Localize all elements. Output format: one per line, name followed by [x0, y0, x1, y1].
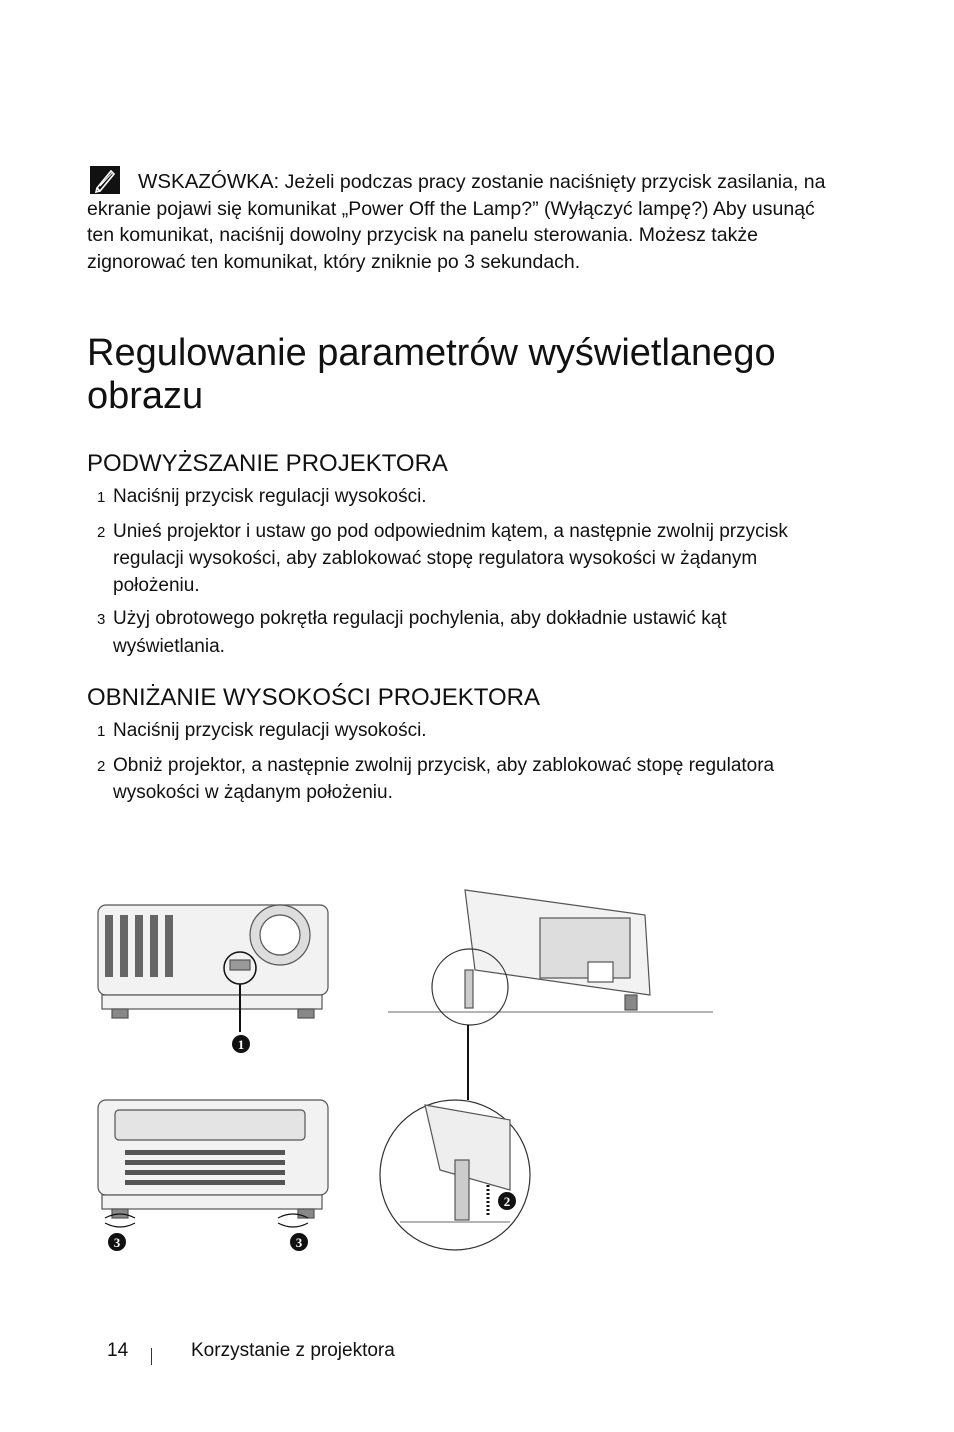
callout-3a-label: 3: [113, 1235, 121, 1250]
lower-steps: [97, 718, 837, 814]
note-tip: [87, 166, 827, 275]
callout-1-label: 1: [237, 1037, 245, 1052]
list-item: 1 Naciśnij przycisk regulacji wysokości.: [97, 486, 427, 507]
footer-section: Korzystanie z projektora: [191, 1340, 395, 1361]
projector-illustration: [80, 860, 730, 1260]
note-label: WSKAZÓWKA:: [138, 170, 280, 193]
footer-divider: [151, 1348, 152, 1365]
projector-back-view: [98, 1100, 328, 1227]
list-item: 1 Naciśnij przycisk regulacji wysokości.: [97, 720, 427, 741]
list-item: 3 Użyj obrotowego pokrętła regulacji pochylenia, aby dokładnie ustawić kąt wyświetlania.: [97, 608, 727, 657]
page-number: 14: [107, 1340, 129, 1361]
list-item: 2 Obniż projektor, a następnie zwolnij przycisk, aby zablokować stopę regulatora wysokości w żądanym położeniu.: [97, 754, 775, 803]
projector-front-view: [98, 905, 328, 1032]
callout-2-label: 2: [503, 1194, 511, 1209]
section-heading-raise: PODWYŻSZANIE PROJEKTORA: [87, 450, 448, 477]
note-text: Jeżeli podczas pracy zostanie naciśnięty przycisk zasilania, na ekranie pojawi się komunikat „Power Off the Lamp?” (Wyłączyć lampę?) Aby usunąć ten komunikat, naciśnij dowolny przycisk na panelu sterowania. Możesz także zignorować ten komunikat, który zniknie po 3 sekundach.: [87, 171, 826, 273]
page-title: Regulowanie parametrów wyświetlanego obrazu: [87, 332, 776, 417]
raise-steps: [97, 484, 837, 667]
callout-3b-label: 3: [295, 1235, 303, 1250]
list-item: 2 Unieś projektor i ustaw go pod odpowiednim kątem, a następnie zwolnij przycisk regulacji wysokości, aby zablokować stopę regulatora wysokości w żądanym położeniu.: [97, 520, 788, 596]
projector-side-view: [380, 890, 713, 1250]
pencil-note-icon: [90, 166, 120, 194]
section-heading-lower: OBNIŻANIE WYSOKOŚCI PROJEKTORA: [87, 684, 540, 711]
